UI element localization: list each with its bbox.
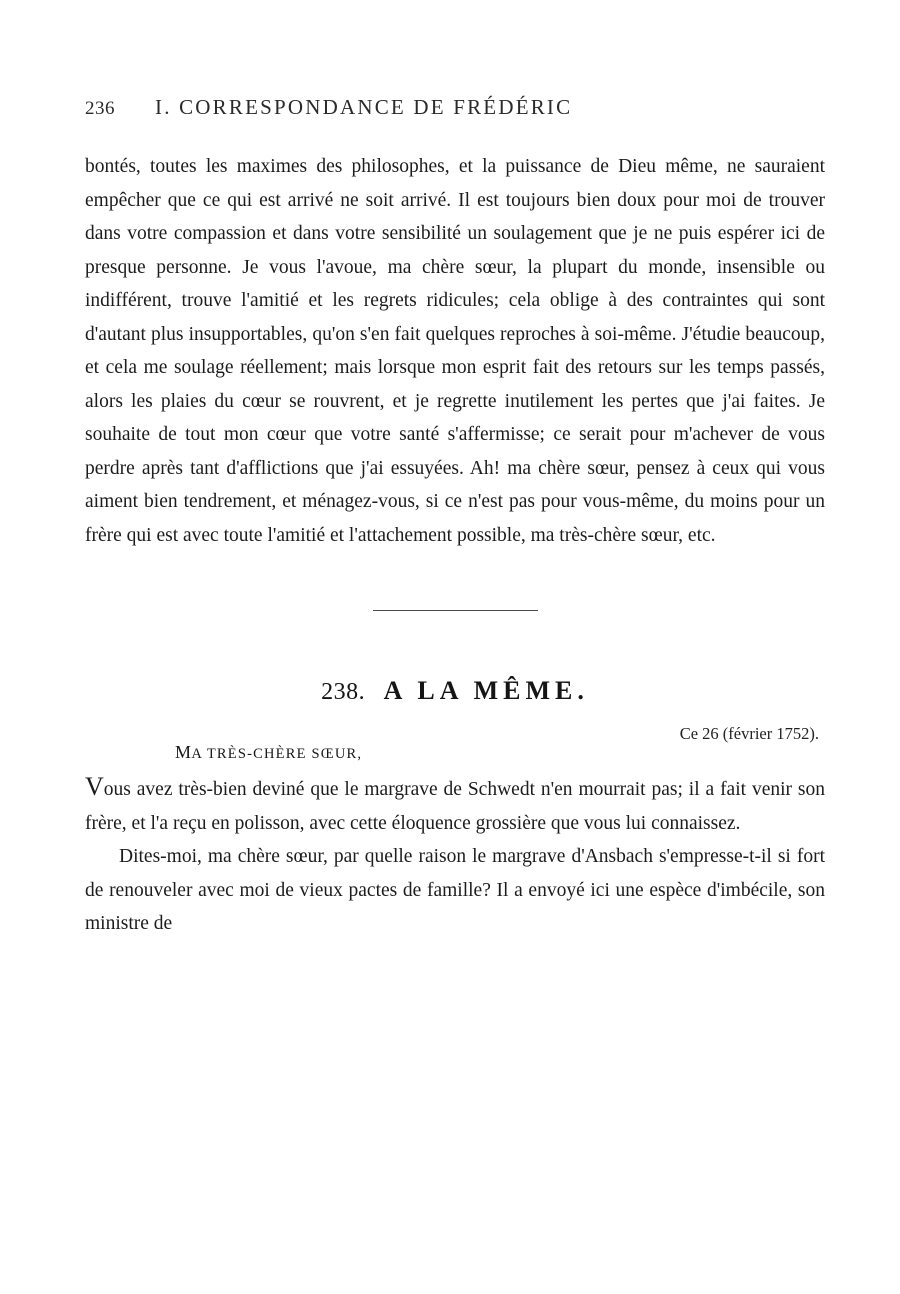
horizontal-rule-line bbox=[373, 610, 538, 611]
letter-dateline: Ce 26 (février 1752). bbox=[679, 724, 819, 743]
page-number: 236 bbox=[85, 98, 115, 119]
letter-salutation bbox=[175, 742, 825, 763]
letter-title: A LA MÊME. bbox=[383, 676, 589, 705]
letter-paragraph-1 bbox=[85, 773, 825, 840]
letter-number: 238. bbox=[321, 679, 366, 705]
letter-continuation-paragraph: bontés, toutes les maximes des philosophes, et la puissance de Dieu même, ne sauraient empêcher que ce qui est arrivé ne soit arrivé. Il est toujours bien doux pour moi de trouver dans votre compassion et dans votre sensibilité un soulagement que je ne puis espérer ici de presque personne. Je vous l'avoue, ma chère sœur, la plupart du monde, insensible ou indifférent, trouve l'amitié et les regrets ridicules; cela oblige à des contraintes qui sont d'autant plus insupportables, qu'on s'en fait quelques reproches à soi-même. J'étudie beaucoup, et cela me soulage réellement; mais lorsque mon esprit fait des retours sur les temps passés, alors les plaies du cœur se rouvrent, et je regrette inutilement les pertes que j'ai faites. Je souhaite de tout mon cœur que votre santé s'affermisse; ce serait pour m'achever de vous perdre après tant d'afflictions que j'ai essuyées. Ah! ma chère sœur, pensez à ceux qui vous aiment bien tendrement, et ménagez-vous, si ce n'est pas pour vous-même, du moins pour un frère qui est avec toute l'amitié et l'attachement possible, ma très-chère sœur, etc. bbox=[85, 156, 825, 546]
section-divider bbox=[85, 598, 825, 616]
salutation-initial: M bbox=[175, 742, 192, 762]
letter-paragraph-2: Dites-moi, ma chère sœur, par quelle raison le margrave d'Ansbach s'empresse-t-il si fort de renouveler avec moi de vieux pactes de famille? Il a envoyé ici une espèce d'imbécile, son ministre de bbox=[85, 846, 825, 934]
running-head bbox=[85, 95, 825, 120]
running-head-title: I. CORRESPONDANCE DE FRÉDÉRIC bbox=[155, 95, 573, 119]
letter-heading bbox=[85, 676, 825, 706]
salutation-text: A TRÈS-CHÈRE SŒUR, bbox=[191, 746, 363, 762]
paragraph-text: ous avez très-bien deviné que le margrave de Schwedt n'en mourrait pas; il a fait venir son frère, et l'a reçu en polisson, avec cette éloquence grossière que vous lui connaissez. bbox=[85, 779, 825, 834]
page-content bbox=[85, 95, 825, 941]
paragraph-initial-cap: V bbox=[85, 772, 104, 801]
